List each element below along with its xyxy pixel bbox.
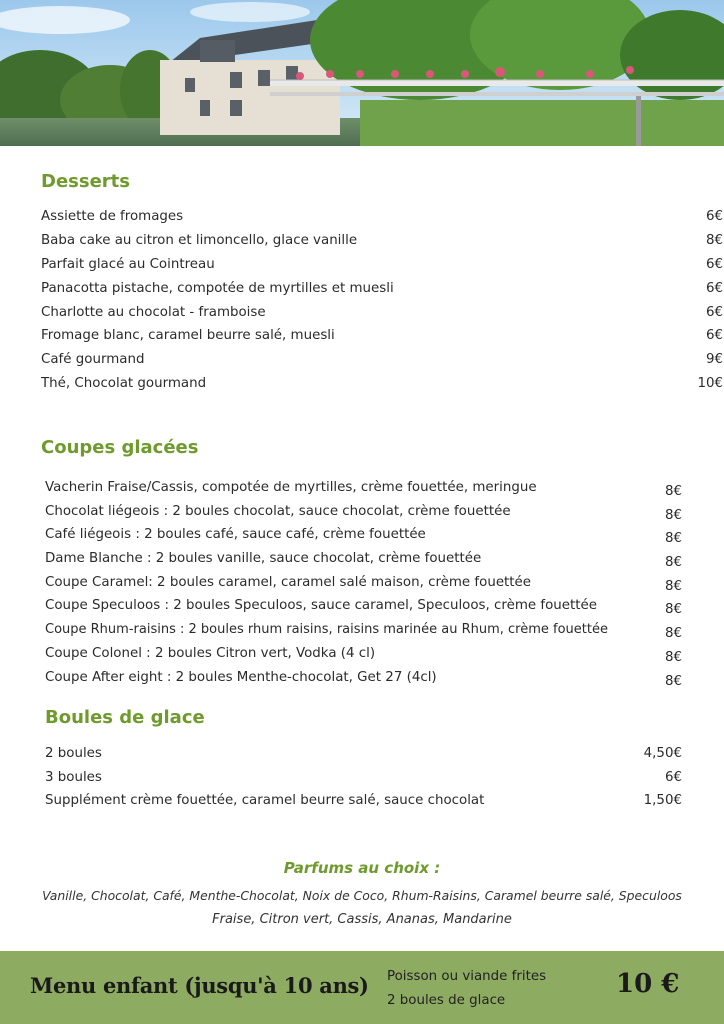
item-price: 6€ [705, 209, 723, 224]
item-price: 8€ [705, 233, 723, 248]
menu-enfant-description [387, 965, 546, 1013]
item-name: Café liégeois : 2 boules café, sauce café, crème fouettée [45, 527, 426, 542]
item-price: 4,50€ [643, 746, 682, 761]
menu-enfant-line-1: Poisson ou viande frites [387, 969, 547, 984]
item-price: 1,50€ [643, 793, 682, 808]
item-price: 8€ [664, 531, 682, 546]
item-price: 8€ [664, 579, 682, 594]
parfums-list [20, 884, 704, 932]
item-price: 9€ [705, 352, 723, 367]
item-price: 8€ [664, 626, 682, 641]
item-name: Vacherin Fraise/Cassis, compotée de myrtilles, crème fouettée, meringue [45, 480, 537, 495]
item-name: Coupe Caramel: 2 boules caramel, caramel salé maison, crème fouettée [45, 575, 532, 590]
item-name: Assiette de fromages [41, 209, 184, 224]
item-price: 8€ [664, 602, 682, 617]
item-price: 8€ [664, 674, 682, 689]
item-price: 10€ [697, 376, 723, 391]
item-name: 3 boules [45, 770, 102, 785]
parfums-line-1: Vanille, Chocolat, Café, Menthe-Chocolat, Noix de Coco, Rhum-Raisins, Caramel beurre salé, Speculoos [42, 888, 682, 903]
boules-title: Boules de glace [45, 707, 205, 728]
item-price: 8€ [664, 508, 682, 523]
hero-photo [0, 0, 724, 146]
menu-enfant-price: 10 € [616, 969, 680, 999]
parfums-title: Parfums au choix : [283, 859, 441, 877]
menu-enfant-banner [0, 951, 724, 1024]
item-price: 8€ [664, 650, 682, 665]
item-price: 6€ [664, 770, 682, 785]
item-name: Chocolat liégeois : 2 boules chocolat, sauce chocolat, crème fouettée [45, 504, 511, 519]
item-price: 6€ [705, 257, 723, 272]
item-name: Dame Blanche : 2 boules vanille, sauce chocolat, crème fouettée [45, 551, 482, 566]
item-name: Parfait glacé au Cointreau [41, 257, 215, 272]
item-name: Coupe After eight : 2 boules Menthe-chocolat, Get 27 (4cl) [45, 670, 437, 685]
item-name: Coupe Speculoos : 2 boules Speculoos, sauce caramel, Speculoos, crème fouettée [45, 598, 598, 613]
coupes-title: Coupes glacées [41, 437, 199, 458]
item-name: Baba cake au citron et limoncello, glace vanille [41, 233, 358, 248]
item-name: Coupe Rhum-raisins : 2 boules rhum raisins, raisins marinée au Rhum, crème fouettée [45, 622, 608, 637]
item-price: 8€ [664, 484, 682, 499]
item-name: Fromage blanc, caramel beurre salé, muesli [41, 328, 335, 343]
item-name: Panacotta pistache, compotée de myrtilles et muesli [41, 281, 394, 296]
item-name: Supplément crème fouettée, caramel beurre salé, sauce chocolat [45, 793, 485, 808]
item-name: Café gourmand [41, 352, 145, 367]
menu-enfant-line-2: 2 boules de glace [387, 993, 506, 1008]
item-price: 6€ [705, 281, 723, 296]
parfums-line-2: Fraise, Citron vert, Cassis, Ananas, Mandarine [212, 912, 512, 927]
item-price: 8€ [664, 555, 682, 570]
desserts-title: Desserts [41, 171, 130, 192]
item-name: Charlotte au chocolat - framboise [41, 305, 266, 320]
item-price: 6€ [705, 305, 723, 320]
item-name: Coupe Colonel : 2 boules Citron vert, Vodka (4 cl) [45, 646, 376, 661]
item-price: 6€ [705, 328, 723, 343]
item-name: 2 boules [45, 746, 102, 761]
menu-enfant-title: Menu enfant (jusqu'à 10 ans) [30, 973, 369, 998]
item-name: Thé, Chocolat gourmand [41, 376, 207, 391]
